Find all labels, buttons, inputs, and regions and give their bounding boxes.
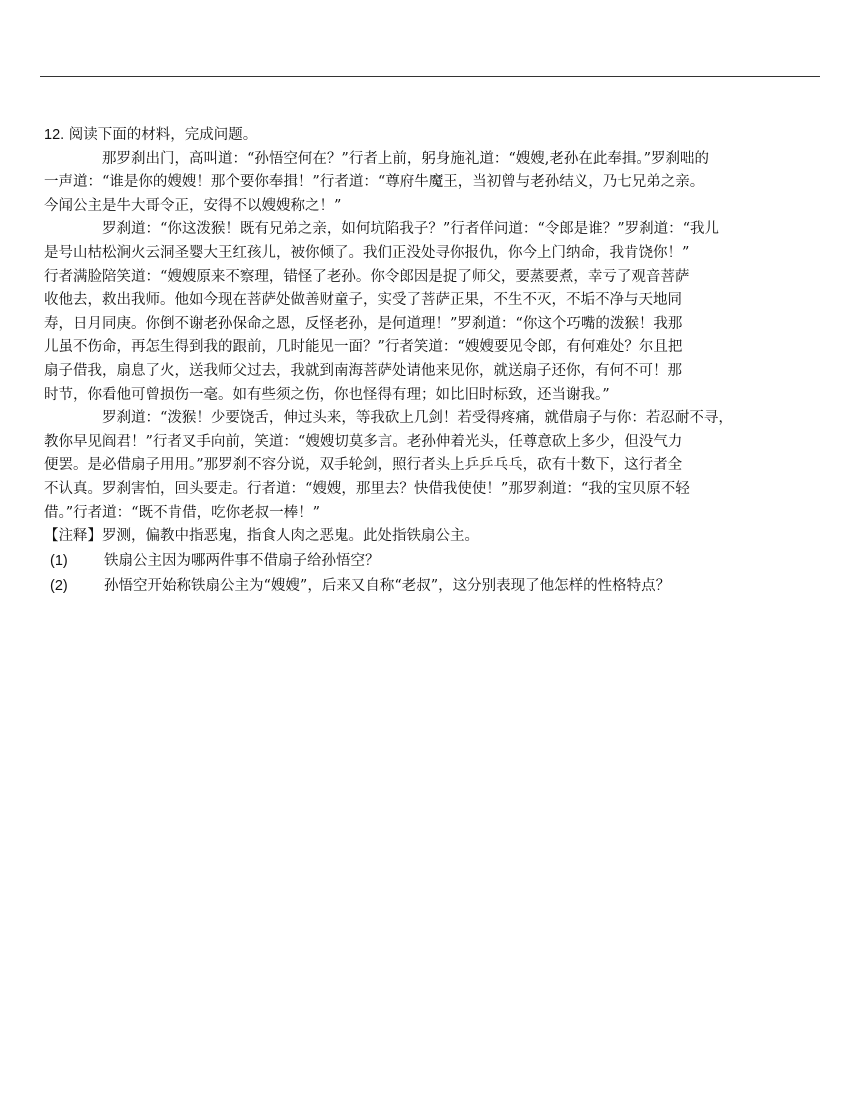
sub-question-1 bbox=[44, 549, 822, 574]
passage-line: 是号山枯松涧火云洞圣婴大王红孩儿，被你倾了。我们正没处寻你报仇，你今上门纳命，我肯饶你！” bbox=[44, 244, 690, 261]
passage-paragraph-2 bbox=[44, 218, 822, 407]
passage-line: 寿，日月同庚。你倒不谢老孙保命之恩，反怪老孙，是何道理！”罗刹道：“你这个巧嘴的泼猴！我那 bbox=[44, 315, 683, 332]
passage-paragraph-1 bbox=[44, 148, 822, 219]
passage-line: 收他去，救出我师。他如今现在菩萨处做善财童子，实受了菩萨正果，不生不灭，不垢不净与天地同 bbox=[44, 292, 682, 309]
passage-line: 不认真。罗刹害怕，回头要走。行者道：“嫂嫂，那里去？快借我使使！”那罗刹道：“我的宝贝原不轻 bbox=[44, 480, 690, 497]
sub-question-text: 铁扇公主因为哪两件事不借扇子给孙悟空？ bbox=[104, 552, 380, 569]
header-rule bbox=[40, 76, 820, 77]
passage-line: 罗刹道：“你这泼猴！既有兄弟之亲，如何坑陷我子？”行者佯问道：“令郎是谁？”罗刹道：“我儿 bbox=[102, 221, 720, 238]
passage-line: 借。”行者道：“既不肯借，吃你老叔一棒！” bbox=[44, 504, 320, 521]
passage-line: 今闻公主是牛大哥令正，安得不以嫂嫂称之！” bbox=[44, 197, 342, 214]
passage-line: 儿虽不伤命，再怎生得到我的跟前，几时能见一面？”行者笑道：“嫂嫂要见令郎，有何难处？尔且把 bbox=[44, 339, 683, 356]
question-block bbox=[44, 124, 822, 599]
sub-question-text: 孙悟空开始称铁扇公主为“嫂嫂”，后来又自称“老叔”，这分别表现了他怎样的性格特点？ bbox=[104, 577, 671, 594]
sub-question-number: (2) bbox=[50, 577, 68, 594]
passage-line: 那罗刹出门，高叫道：“孙悟空何在？”行者上前，躬身施礼道：“嫂嫂,老孙在此奉揖。”罗刹咄的 bbox=[102, 150, 710, 167]
annotation-note: 【注释】罗测，偏教中指恶鬼，指食人肉之恶鬼。此处指铁扇公主。 bbox=[44, 528, 479, 545]
sub-question-2 bbox=[44, 574, 822, 599]
passage-line: 时节，你看他可曾损伤一毫。如有些须之伤，你也怪得有理；如比旧时标致，还当谢我。” bbox=[44, 386, 610, 403]
passage-line: 一声道：“谁是你的嫂嫂！那个要你奉揖！”行者道：“尊府牛魔王，当初曾与老孙结义，乃七兄弟之亲。 bbox=[44, 174, 705, 191]
passage-line: 罗刹道：“泼猴！少要饶舌，伸过头来，等我砍上几剑！若受得疼痛，就借扇子与你：若忍耐不寻， bbox=[102, 410, 733, 427]
passage-line: 教你早见阎君！”行者叉手向前，笑道：“嫂嫂切莫多言。老孙伸着光头，任尊意砍上多少，但没气力 bbox=[44, 433, 683, 450]
sub-question-number: (1) bbox=[50, 552, 68, 569]
question-number: 12. bbox=[44, 127, 65, 143]
question-title: 阅读下面的材料，完成问题。 bbox=[68, 127, 258, 143]
question-heading bbox=[44, 124, 822, 148]
passage-line: 行者满脸陪笑道：“嫂嫂原来不察理，错怪了老孙。你令郎因是捉了师父，要蒸要煮，幸亏了观音菩萨 bbox=[44, 268, 690, 285]
passage-line: 便罢。是必借扇子用用。”那罗刹不容分说，双手轮剑，照行者头上乒乒乓乓，砍有十数下，这行者全 bbox=[44, 457, 683, 474]
passage-paragraph-3 bbox=[44, 407, 822, 525]
passage-line: 扇子借我，扇息了火，送我师父过去，我就到南海菩萨处请他来见你，就送扇子还你，有何不可！那 bbox=[44, 362, 682, 379]
